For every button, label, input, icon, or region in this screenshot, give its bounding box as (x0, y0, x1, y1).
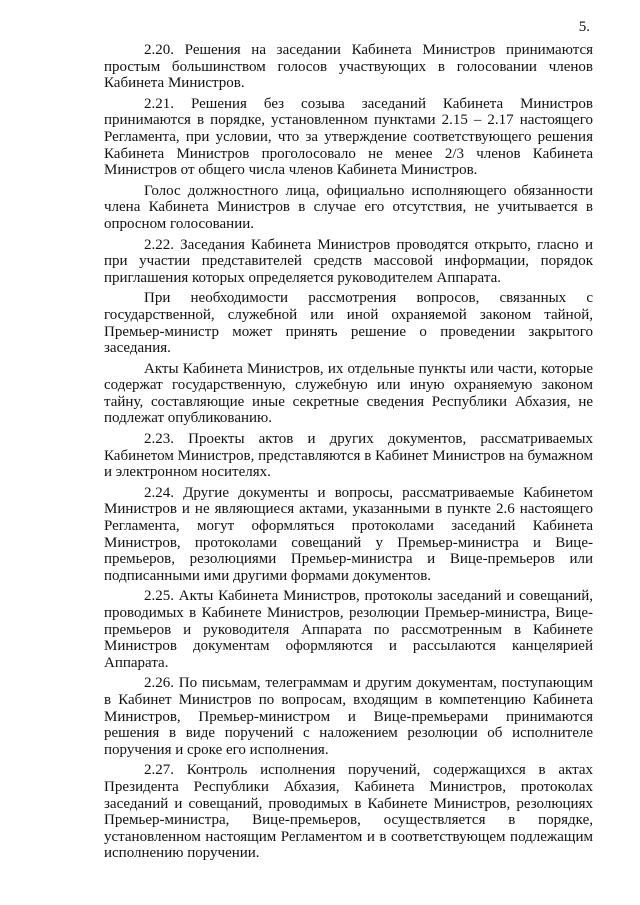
paragraph-2-23: 2.23. Проекты актов и других документов, рассматриваемых Кабинетом Министров, представляются в Кабинет Министров на бумажном и электронном носителях. (104, 431, 593, 481)
paragraph-2-26: 2.26. По письмам, телеграммам и другим документам, поступающим в Кабинет Министров по вопросам, входящим в компетенцию Кабинета Министров, Премьер-министром и Вице-премьерами принимаются решения в виде поручений с наложением резолюции об исполнителе поручения и сроке его исполнения. (104, 675, 593, 758)
page-number: 5. (578, 19, 590, 35)
paragraph-2-27: 2.27. Контроль исполнения поручений, содержащихся в актах Президента Республики Абхазия, Кабинета Министров, протоколах заседаний и совещаний, проводимых в Кабинете Министров, резолюциях Премьер-министра, Вице-премьеров, осуществляется в порядке, установленном настоящим Регламентом и в соответствующем подлежащим исполнению поручении. (104, 762, 593, 862)
paragraph-acting-official-vote: Голос должностного лица, официально исполняющего обязанности члена Кабинета Министров в случае его отсутствия, не учитывается в опросном голосовании. (104, 182, 593, 232)
document-body (104, 42, 593, 865)
paragraph-2-21: 2.21. Решения без созыва заседаний Кабинета Министров принимаются в порядке, установленном пунктами 2.15 – 2.17 настоящего Регламента, при условии, что за утверждение соответствующего решения Кабинета Министров проголосовало не менее 2/3 членов Кабинета Министров от общего числа членов Кабинета Министров. (104, 95, 593, 179)
paragraph-closed-session: При необходимости рассмотрения вопросов, связанных с государственной, служебной или иной охраняемой законом тайной, Премьер-министр может принять решение о проведении закрытого заседания. (104, 290, 593, 357)
paragraph-secret-acts: Акты Кабинета Министров, их отдельные пункты или части, которые содержат государственную, служебную или иную охраняемую законом тайну, составляющие иные секретные сведения Республики Абхазия, не подлежат опубликованию. (104, 360, 593, 427)
paragraph-2-20: 2.20. Решения на заседании Кабинета Министров принимаются простым большинством голосов участвующих в голосовании членов Кабинета Министров. (104, 42, 593, 92)
paragraph-2-22: 2.22. Заседания Кабинета Министров проводятся открыто, гласно и при участии представителей средств массовой информации, порядок приглашения которых определяется руководителем Аппарата. (104, 236, 593, 286)
paragraph-2-24: 2.24. Другие документы и вопросы, рассматриваемые Кабинетом Министров и не являющиеся актами, указанными в пункте 2.6 настоящего Регламента, могут оформляться протоколами заседаний Кабинета Министров, протоколами совещаний у Премьер-министра и Вице-премьеров, резолюциями Премьер-министра и Вице-премьеров или подписанными ими другими формами документов. (104, 484, 593, 584)
paragraph-2-25: 2.25. Акты Кабинета Министров, протоколы заседаний и совещаний, проводимых в Кабинете Министров, резолюции Премьер-министра, Вице-премьеров и руководителя Аппарата по рассмотренным в Кабинете Министров документам оформляются и рассылаются канцелярией Аппарата. (104, 588, 593, 671)
